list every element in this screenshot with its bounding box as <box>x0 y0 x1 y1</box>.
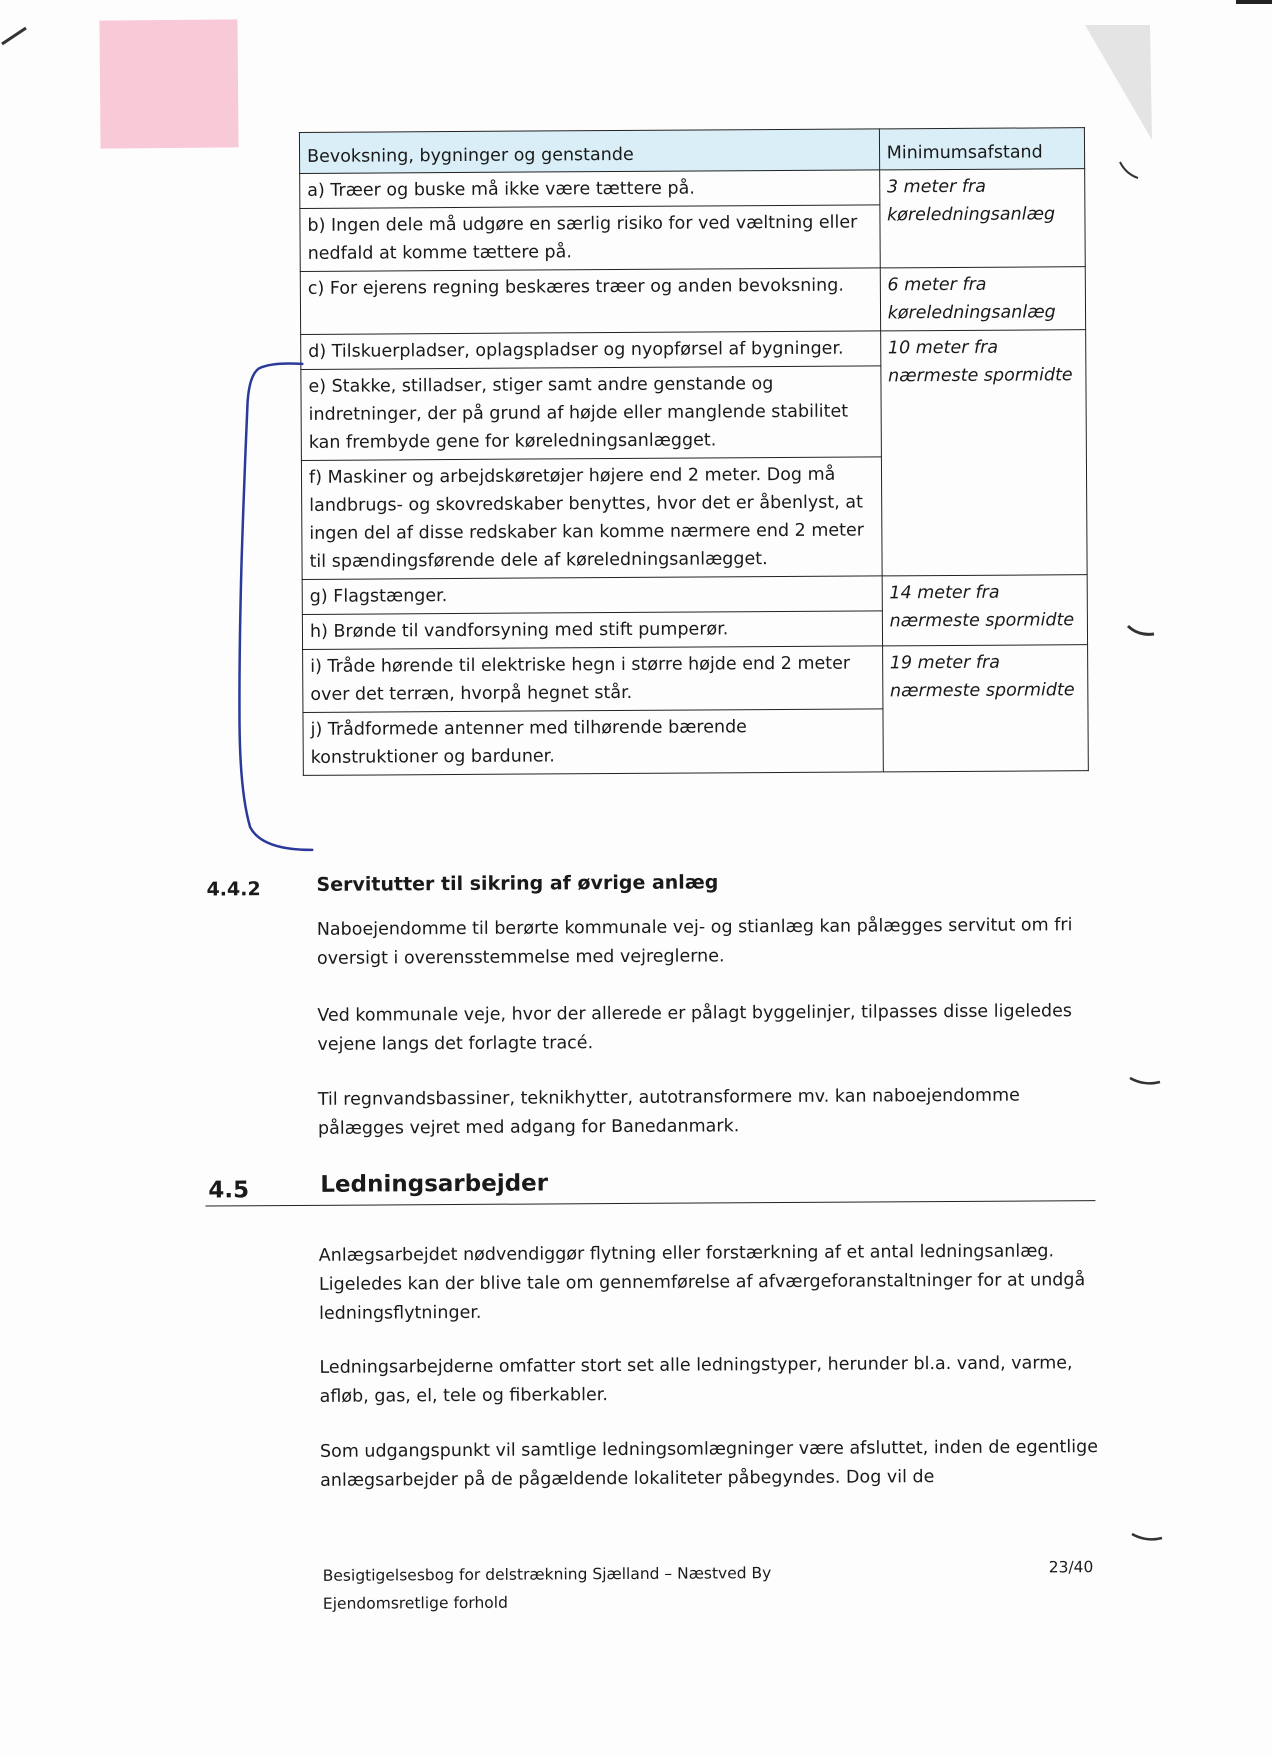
distance-i-j: 19 meter fra nærmeste spormidte <box>882 645 1088 772</box>
page-number: 23/40 <box>1048 1558 1094 1577</box>
paragraph: Til regnvandsbassiner, teknikhytter, autotransformere mv. kan naboejendomme pålægges vejret med adgang for Banedanmark. <box>317 1085 1020 1139</box>
item-e: e) Stakke, stilladser, stiger samt andre genstande og indretninger, der på grund af højde eller manglende stabilitet kan frembyde gene for køreledningsanlægget. <box>301 366 881 461</box>
header-item: Bevoksning, bygninger og genstande <box>299 129 879 174</box>
paragraph: Ledningsarbejderne omfatter stort set alle ledningstyper, herunder bl.a. vand, varme, afløb, gas, el, tele og fiberkabler. <box>319 1353 1073 1407</box>
item-c: c) For ejerens regning beskæres træer og anden bevoksning. <box>300 268 880 335</box>
table-row <box>300 267 1085 335</box>
item-f: f) Maskiner og arbejdskøretøjer højere end 2 meter. Dog må landbrugs- og skovredskaber benyttes, hvor det er åbenlyst, at ingen del af disse redskaber kan komme nærmere end 2 meter til spændingsførende dele af køreledningsanlægget. <box>301 457 881 580</box>
table-row <box>301 330 1086 370</box>
section-number-442: 4.4.2 <box>206 878 261 901</box>
item-j: j) Trådformede antenner med tilhørende bærende konstruktioner og barduner. <box>303 709 883 776</box>
table-header-row <box>299 128 1084 174</box>
footer-line-1: Besigtigelsesbog for delstrækning Sjælland – Næstved By <box>322 1564 772 1585</box>
paragraph: Ved kommunale veje, hvor der allerede er pålagt byggelinjer, tilpasses disse ligeledes vejene langs det forlagte tracé. <box>317 1001 1073 1055</box>
item-g: g) Flagstænger. <box>302 576 882 615</box>
section-rule <box>205 1200 1095 1206</box>
paragraph: Naboejendomme til berørte kommunale vej- og stianlæg kan pålægges servitut om fri oversigt i overensstemmelse med vejreglerne. <box>316 915 1073 969</box>
section-title-45: Ledningsarbejder <box>320 1170 549 1198</box>
handwritten-bracket <box>0 2 320 874</box>
table-row <box>300 169 1085 209</box>
item-h: h) Brønde til vandforsyning med stift pumperør. <box>302 611 882 650</box>
distance-d-f: 10 meter fra nærmeste spormidte <box>880 330 1087 576</box>
distance-table <box>299 127 1089 776</box>
section-number-45: 4.5 <box>208 1177 250 1204</box>
table-row <box>303 645 1088 713</box>
item-i: i) Tråde hørende til elektriske hegn i større højde end 2 meter over det terræn, hvorpå hegnet står. <box>303 646 883 713</box>
table-row <box>302 575 1087 615</box>
footer-line-2: Ejendomsretlige forhold <box>322 1593 508 1613</box>
header-distance: Minimumsafstand <box>879 128 1085 170</box>
distance-g-h: 14 meter fra nærmeste spormidte <box>882 575 1088 646</box>
item-b: b) Ingen dele må udgøre en særlig risiko for ved væltning eller nedfald at komme tættere på. <box>300 205 880 272</box>
paragraph: Anlægsarbejdet nødvendiggør flytning eller forstærkning af et antal ledningsanlæg. Ligeledes kan der blive tale om gennemførelse af afværgeforanstaltninger for at undgå ledningsflytninger. <box>318 1241 1086 1324</box>
section-title-442: Servitutter til sikring af øvrige anlæg <box>316 871 719 896</box>
paragraph: Som udgangspunkt vil samtlige ledningsomlægninger være afsluttet, inden de egentlige anlægsarbejder på de pågældende lokaliteter påbegyndes. Dog vil de <box>319 1437 1099 1491</box>
footer-text <box>323 1559 772 1618</box>
item-a: a) Træer og buske må ikke være tættere på. <box>300 170 880 209</box>
item-d: d) Tilskuerpladser, oplagspladser og nyopførsel af bygninger. <box>301 331 881 370</box>
distance-a-b: 3 meter fra køreledningsanlæg <box>879 169 1085 268</box>
distance-c: 6 meter fra køreledningsanlæg <box>880 267 1086 331</box>
